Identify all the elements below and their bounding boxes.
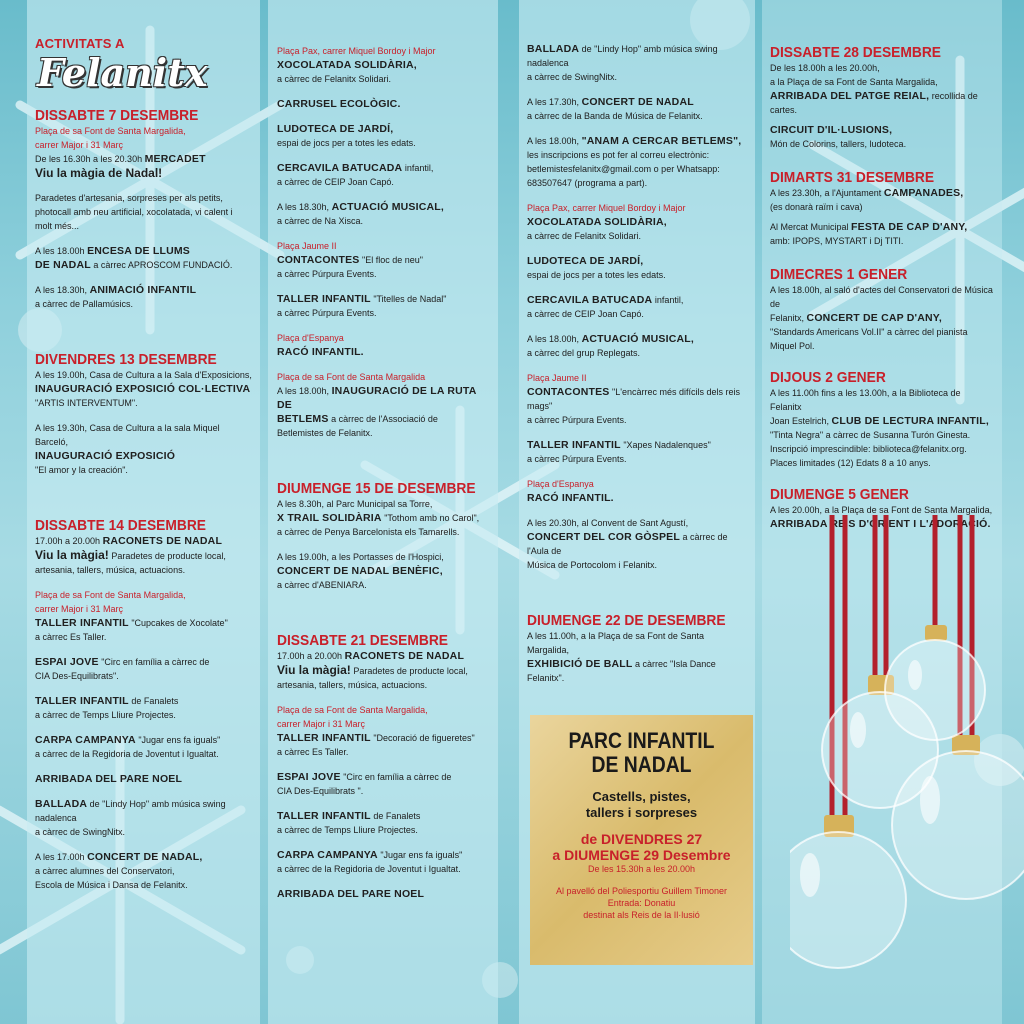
day-heading: DIJOUS 2 GENER xyxy=(770,369,886,386)
event-item: Al Mercat Municipal FESTA DE CAP D'ANY, amb: IPOPS, MYSTART i Dj TITI. xyxy=(770,221,968,246)
event-item: TALLER INFANTIL "Xapes Nadalenques" a càrrec Púrpura Events. xyxy=(527,439,711,464)
day-heading: DISSABTE 21 DESEMBRE xyxy=(277,632,449,649)
day-heading: DISSABTE 14 DESEMBRE xyxy=(35,517,207,534)
day-heading: DIMARTS 31 DESEMBRE xyxy=(770,169,935,186)
event-item: ESPAI JOVE "Circ en família a càrrec de CIA Des-Equilibrats". xyxy=(35,656,210,681)
day-heading: DISSABTE 7 DESEMBRE xyxy=(35,107,199,124)
event-item: A les 20.30h, al Convent de Sant Agustí, CONCERT DEL COR GÒSPEL a càrrec de l'Aula de Música de Portocolom i Felanitx. xyxy=(527,518,728,570)
event-item: 17.00h a 20.00h RACONETS DE NADAL Viu la màgia! Paradetes de producte local, artesania, tallers, música, actuacions. xyxy=(35,535,226,575)
event-item: A les 23.30h, a l'Ajuntament CAMPANADES, (es donarà raïm i cava) xyxy=(770,187,964,212)
event-item: 17.00h a 20.00h RACONETS DE NADAL Viu la màgia! Paradetes de producte local, artesania, tallers, música, actuacions. xyxy=(277,650,468,690)
event-item: A les 18.30h, ANIMACIÓ INFANTIL a càrrec de Pallamúsics. xyxy=(35,284,197,309)
park-subtitle: Castells, pistes, xyxy=(592,789,691,804)
event-item: Plaça Pax, carrer Miquel Bordoy i Major XOCOLATADA SOLIDÀRIA, a càrrec de Felanitx Solidari. xyxy=(277,46,436,84)
event-item: Plaça d'Espanya RACÓ INFANTIL. xyxy=(527,479,614,504)
event-item: ESPAI JOVE "Circ en família a càrrec de CIA Des-Equilibrats ". xyxy=(277,771,452,796)
event-item: CERCAVILA BATUCADA infantil, a càrrec de CEIP Joan Capó. xyxy=(277,162,434,187)
event-item: TALLER INFANTIL "Titelles de Nadal" a càrrec Púrpura Events. xyxy=(277,293,447,318)
park-infantil-box xyxy=(530,715,753,965)
event-item: A les 18.00h ENCESA DE LLUMS DE NADAL a càrrec APROSCOM FUNDACIÓ. xyxy=(35,245,233,271)
event-item: A les 17.30h, CONCERT DE NADAL a càrrec de la Banda de Música de Felanitx. xyxy=(527,96,703,121)
event-item: BALLADA de "Lindy Hop" amb música swing nadalenca a càrrec de SwingNitx. xyxy=(527,43,718,82)
event-item: A les 20.00h, a la Plaça de sa Font de Santa Margalida, ARRIBADA REIS D'ORIENT I L'ADORACIÓ. xyxy=(770,505,993,530)
event-item: LUDOTECA DE JARDÍ, espai de jocs per a totes les edats. xyxy=(527,255,666,280)
event-item: CARRUSEL ECOLÒGIC. xyxy=(277,98,401,110)
park-date: a DIUMENGE 29 Desembre xyxy=(552,847,731,863)
park-entry: Entrada: Donatiu xyxy=(607,898,676,908)
event-item: A les 11.00h, a la Plaça de sa Font de Santa Margalida, EXHIBICIÓ DE BALL a càrrec "Isla Dance Felanitx". xyxy=(527,631,716,683)
park-date: de DIVENDRES 27 xyxy=(580,831,703,847)
brand-logo: Felanitx xyxy=(37,50,208,95)
event-item: A les 19.00h, a les Portasses de l'Hospici, CONCERT DE NADAL BENÈFIC, a càrrec d'ABENIARA. xyxy=(277,552,444,590)
day-heading: DIUMENGE 15 DE DESEMBRE xyxy=(277,480,476,497)
event-item: A les 18.00h, "ANAM A CERCAR BETLEMS", les inscripcions es pot fer al correu electrònic: betlemistesfelanitx@gmail.com o per Whatsapp: 683507647 (programa a part). xyxy=(527,135,742,188)
event-item: Plaça d'Espanya RACÓ INFANTIL. xyxy=(277,333,364,358)
event-item: CARPA CAMPANYA "Jugar ens fa iguals" a càrrec de la Regidoria de Joventut i Igualtat. xyxy=(35,734,221,759)
event-item: LUDOTECA DE JARDÍ, espai de jocs per a totes les edats. xyxy=(277,123,416,148)
event-item: Plaça de sa Font de Santa Margalida, carrer Major i 31 Març TALLER INFANTIL "Cupcakes de Xocolate" a càrrec Es Taller. xyxy=(35,590,228,642)
event-item: Plaça Pax, carrer Miquel Bordoy i Major XOCOLATADA SOLIDÀRIA, a càrrec de Felanitx Solidari. xyxy=(527,203,686,241)
event-item: ARRIBADA DEL PARE NOEL xyxy=(35,773,183,785)
event-item: A les 18.00h, ACTUACIÓ MUSICAL, a càrrec del grup Replegats. xyxy=(527,333,695,358)
park-destination: destinat als Reis de la Il·lusió xyxy=(583,910,700,920)
event-item: ARRIBADA DEL PARE NOEL xyxy=(277,888,425,900)
event-item: A les 8.30h, al Parc Municipal sa Torre, X TRAIL SOLIDÀRIA "Tothom amb no Carol", a càrrec de Penya Barcelonista els Tamarells. xyxy=(277,499,480,537)
event-item: Plaça de sa Font de Santa Margalida, carrer Major i 31 Març TALLER INFANTIL "Decoració de figueretes" a càrrec Es Taller. xyxy=(277,705,475,757)
event-item: A les 19.00h, Casa de Cultura a la Sala d'Exposicions, INAUGURACIÓ EXPOSICIÓ COL·LECTIVA "ARTIS INTERVENTUM". xyxy=(35,370,252,408)
event-item: Plaça de sa Font de Santa Margalida A les 18.00h, INAUGURACIÓ DE LA RUTA DE BETLEMS a càrrec de l'Associació de Betlemistes de Felanitx. xyxy=(277,372,477,438)
event-desc: Paradetes d'artesania, sorpreses per als petits, photocall amb neu artificial, xocolatada, vi calent i molt més... xyxy=(35,193,233,231)
event-item: Plaça de sa Font de Santa Margalida, carrer Major i 31 Març De les 16.30h a les 20.30h MERCADET Viu la màgia de Nadal! xyxy=(35,126,206,180)
event-item: A les 19.30h, Casa de Cultura a la sala Miquel Barceló, INAUGURACIÓ EXPOSICIÓ "El amor y la creación". xyxy=(35,423,220,475)
park-time: De les 15.30h a les 20.00h xyxy=(587,864,696,874)
column-2 xyxy=(268,0,498,1024)
park-title: PARC INFANTIL xyxy=(568,728,715,753)
day-heading: DISSABTE 28 DESEMBRE xyxy=(770,44,942,61)
event-item: A les 17.00h CONCERT DE NADAL, a càrrec alumnes del Conservatori, Escola de Música i Dansa de Felanitx. xyxy=(35,851,203,890)
brand-tagline: ACTIVITATS A xyxy=(35,36,125,51)
day-heading: DIVENDRES 13 DESEMBRE xyxy=(35,351,217,368)
park-title: DE NADAL xyxy=(591,752,692,777)
event-item: A les 18.30h, ACTUACIÓ MUSICAL, a càrrec de Na Xisca. xyxy=(277,201,445,226)
event-item: Plaça Jaume II CONTACONTES "L'encàrrec més difícils dels reis mags" a càrrec Púrpura Events. xyxy=(527,373,740,425)
event-item: A les 11.00h fins a les 13.00h, a la Biblioteca de Felanitx Joan Estelrich, CLUB DE LECTURA INFANTIL, "Tinta Negra" a càrrec de Susanna Turón Ginesta. Inscripció imprescindible: biblioteca@felanitx.org. Places limitades (12) Edats 8 a 10 anys. xyxy=(770,388,989,468)
park-venue: Al pavelló del Poliesportiu Guillem Timoner xyxy=(555,886,728,896)
event-item: TALLER INFANTIL de Fanalets a càrrec de Temps Lliure Projectes. xyxy=(277,810,421,835)
event-item: Plaça Jaume II CONTACONTES "El floc de neu" a càrrec Púrpura Events. xyxy=(277,241,423,279)
day-heading: DIUMENGE 22 DE DESEMBRE xyxy=(527,612,726,629)
event-item: CIRCUIT D'IL·LUSIONS, Món de Colorins, tallers, ludoteca. xyxy=(770,124,907,149)
event-item: CERCAVILA BATUCADA infantil, a càrrec de CEIP Joan Capó. xyxy=(527,294,684,319)
park-subtitle: tallers i sorpreses xyxy=(585,805,698,820)
event-item: BALLADA de "Lindy Hop" amb música swing nadalenca a càrrec de SwingNitx. xyxy=(35,798,226,837)
column-1 xyxy=(27,0,260,1024)
event-item: TALLER INFANTIL de Fanalets a càrrec de Temps Lliure Projectes. xyxy=(35,695,179,720)
event-item: CARPA CAMPANYA "Jugar ens fa iguals" a càrrec de la Regidoria de Joventut i Igualtat. xyxy=(277,849,463,874)
day-heading: DIMECRES 1 GENER xyxy=(770,266,908,283)
event-item: A les 18.00h, al saló d'actes del Conservatori de Música de Felanitx, CONCERT DE CAP D'ANY, "Standards Americans Vol.II" a càrrec del pianista Miquel Pol. xyxy=(770,285,993,351)
event-item: De les 18.00h a les 20.00h, a la Plaça de sa Font de Santa Margalida, ARRIBADA DEL PATGE REIAL, recollida de cartes. xyxy=(770,63,978,115)
column-4 xyxy=(762,0,1002,1024)
day-heading: DIUMENGE 5 GENER xyxy=(770,486,909,503)
